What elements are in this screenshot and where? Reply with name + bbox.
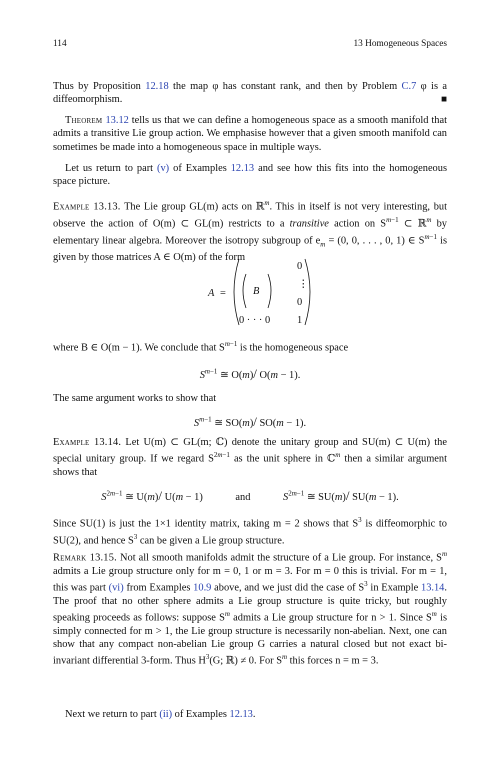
example-13-14-conclusion: Since SU(1) is just the 1×1 identity matrix, taking m = 2 shows that $S^3$ is diffeomorphic to SU(2), and hence $S^3$ can be given a Lie group structure. <box>53 516 447 547</box>
ref-prop-12-18[interactable]: 12.18 <box>145 81 169 92</box>
ref-examples-10-9[interactable]: 10.9 <box>193 582 212 594</box>
svg-text:A: A <box>208 288 215 299</box>
ref-examples-12-13[interactable]: 12.13 <box>230 163 255 174</box>
svg-text:B: B <box>253 286 260 297</box>
matrix-display <box>53 256 447 328</box>
example-label: Example 13.13. <box>53 201 121 213</box>
svg-text:0: 0 <box>297 297 303 308</box>
ref-problem-c7[interactable]: C.7 <box>401 81 417 92</box>
ref-part-vi[interactable]: (vi) <box>108 582 124 594</box>
example-label: Example 13.14. <box>53 437 122 448</box>
svg-text:=: = <box>220 288 226 299</box>
paragraph-1: Thus by Proposition 12.18 the map φ has constant rank, and then by Problem C.7 φ is a diffeomorphism. ■ <box>53 81 447 106</box>
ref-part-ii[interactable]: (ii) <box>159 709 173 720</box>
equation-unitary: $S^{2m-1}$ ≅ U(m)/ U(m − 1) and $S^{2m-1}$ ≅ SU(m)/ SU(m − 1). <box>101 488 399 503</box>
same-argument-text: The same argument works to show that <box>53 393 217 404</box>
paragraph-last: Next we return to part (ii) of Examples 12.13. <box>65 709 256 720</box>
remark-13-15: Remark 13.15. Not all smooth manifolds admit the structure of a Lie group. For instance, $S^m$ admits a Lie group structure only for m = 0, 1 or m = 3. For m = 0 this is trivial. For m = 1, this was part (vi) from Examples 10.9 above, and we just did the case of $S^3$ in Example 13.14. The proof that no other sphere admits a Lie group structure is quite tricky, but roughly speaking proceeds as follows: suppose $S^m$ admits a Lie group structure for n > 1. Since $S^m$ is simply connected for m > 1, the Lie group structure is necessarily non-abelian. Next, one can show that any compact non-abelian Lie group G carries a natural closed but not exact bi-invariant differential 3-form. Thus $H^3(G$; ℝ) ≠ 0. For $S^m$ this forces n = m = 3. <box>53 550 447 667</box>
chapter-title: 13 Homogeneous Spaces <box>353 39 447 49</box>
equation-sphere-O: $S^{m-1}$ ≅ O(m)/ O(m − 1). <box>199 366 301 381</box>
matrix-A <box>53 256 447 328</box>
svg-text:1: 1 <box>297 315 303 326</box>
equation-sphere-SO: $S^{m-1}$ ≅ SO(m)/ SO(m − 1). <box>193 414 307 429</box>
paragraph-2: Theorem 13.12 tells us that we can define a homogeneous space as a smooth manifold that admits a transitive Lie group action. We emphasise however that a given smooth manifold can sometimes be made into a homogeneous space in multiple ways. <box>53 115 447 153</box>
svg-text:⋮: ⋮ <box>298 279 309 290</box>
page-number: 114 <box>53 39 67 49</box>
ref-theorem-13-12[interactable]: 13.12 <box>105 115 129 126</box>
qed-square-icon: ■ <box>440 94 447 106</box>
svg-text:0 · · · 0: 0 · · · 0 <box>239 315 271 326</box>
ref-part-v[interactable]: (v) <box>157 163 170 174</box>
ref-examples-12-13-b[interactable]: 12.13 <box>229 709 253 720</box>
example-13-14: Example 13.14. Let U(m) ⊂ GL(m; ℂ) denote the unitary group and SU(m) ⊂ U(m) the special unitary group. If we regard $S^{2m-1}$ as the unit sphere in ℂ$^m$ then a similar argument shows that <box>53 437 447 479</box>
paragraph-3: Let us return to part (v) of Examples 12.13 and see how this fits into the homogeneous space picture. <box>53 163 447 188</box>
example-13-13: Example 13.13. The Lie group GL(m) acts on ℝ$^m$. This in itself is not very interesting, but observe the action of O(m) ⊂ GL(m) restricts to a transitive action on $S^{m-1}$ ⊂ ℝ$^m$ by elementary linear algebra. Moreover the isotropy subgroup of $e_m = (0$, 0, . . . , 0, 1) ∈ $S^{m-1}$ is given by those matrices A ∈ O(m) of the form <box>53 199 447 264</box>
svg-text:0: 0 <box>297 261 303 272</box>
remark-label: Remark 13.15. <box>53 552 117 564</box>
ref-example-13-14[interactable]: 13.14 <box>421 582 445 594</box>
example-13-13-conclusion: where B ∈ O(m − 1). We conclude that $S^{m-1}$ is the homogeneous space <box>53 340 349 354</box>
